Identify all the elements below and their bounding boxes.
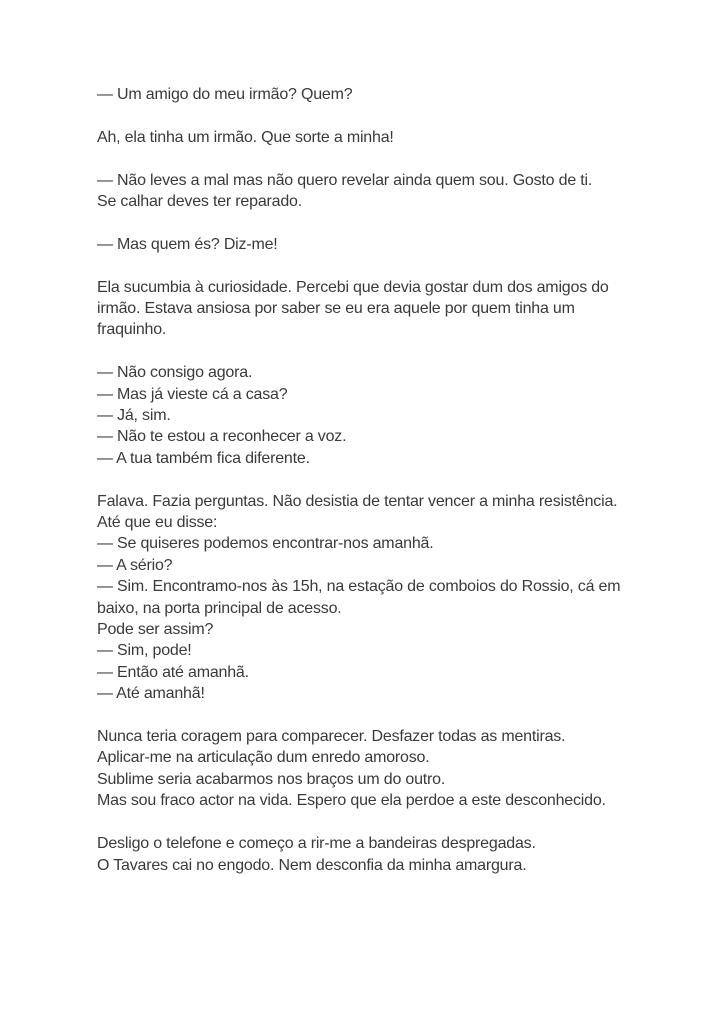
text-line: fraquinho. — [97, 321, 167, 339]
text-line: Desligo o telefone e começo a rir-me a bandeiras despregadas. — [97, 835, 536, 853]
text-line: — Até amanhã! — [97, 685, 205, 703]
text-line: Mas sou fraco actor na vida. Espero que ela perdoe a este desconhecido. — [97, 792, 606, 810]
text-line: — Então até amanhã. — [97, 663, 249, 681]
text-line: — Não leves a mal mas não quero revelar ainda quem sou. Gosto de ti. — [97, 171, 593, 189]
text-line: — Mas já vieste cá a casa? — [97, 385, 288, 403]
paragraph — [97, 170, 649, 213]
text-line: — Já, sim. — [97, 407, 171, 425]
text-line: Ela sucumbia à curiosidade. Percebi que devia gostar dum dos amigos do — [97, 278, 609, 296]
text-line: Ah, ela tinha um irmão. Que sorte a minha! — [97, 128, 394, 146]
text-line: Falava. Fazia perguntas. Não desistia de tentar vencer a minha resistência. — [97, 492, 618, 510]
text-line: — A sério? — [97, 556, 173, 574]
paragraph — [97, 84, 649, 105]
text-line: Aplicar-me na articulação dum enredo amoroso. — [97, 749, 430, 767]
text-line: — Sim. Encontramo-nos às 15h, na estação de comboios do Rossio, cá em — [97, 578, 621, 596]
paragraph — [97, 362, 649, 469]
text-line: Sublime seria acabarmos nos braços um do outro. — [97, 770, 446, 788]
paragraph — [97, 127, 649, 148]
text-body — [97, 84, 649, 897]
paragraph — [97, 726, 649, 812]
text-line: O Tavares cai no engodo. Nem desconfia da minha amargura. — [97, 856, 527, 874]
text-line: Se calhar deves ter reparado. — [97, 193, 302, 210]
paragraph — [97, 491, 649, 705]
text-line: Nunca teria coragem para comparecer. Desfazer todas as mentiras. — [97, 728, 566, 746]
paragraph — [97, 833, 649, 876]
text-line: — A tua também fica diferente. — [97, 449, 310, 467]
text-line: irmão. Estava ansiosa por saber se eu era aquele por quem tinha um — [97, 300, 575, 317]
text-line: — Não te estou a reconhecer a voz. — [97, 428, 347, 446]
paragraph — [97, 234, 649, 255]
text-line: — Mas quem és? Diz-me! — [97, 235, 278, 253]
text-line: — Não consigo agora. — [97, 364, 253, 382]
text-line: Até que eu disse: — [97, 514, 218, 532]
text-line: Pode ser assim? — [97, 621, 214, 639]
paragraph — [97, 277, 649, 341]
text-line: — Sim, pode! — [97, 642, 192, 660]
text-line: baixo, na porta principal de acesso. — [97, 599, 342, 617]
text-line: — Um amigo do meu irmão? Quem? — [97, 86, 353, 103]
text-line: — Se quiseres podemos encontrar-nos amanhã. — [97, 535, 434, 553]
